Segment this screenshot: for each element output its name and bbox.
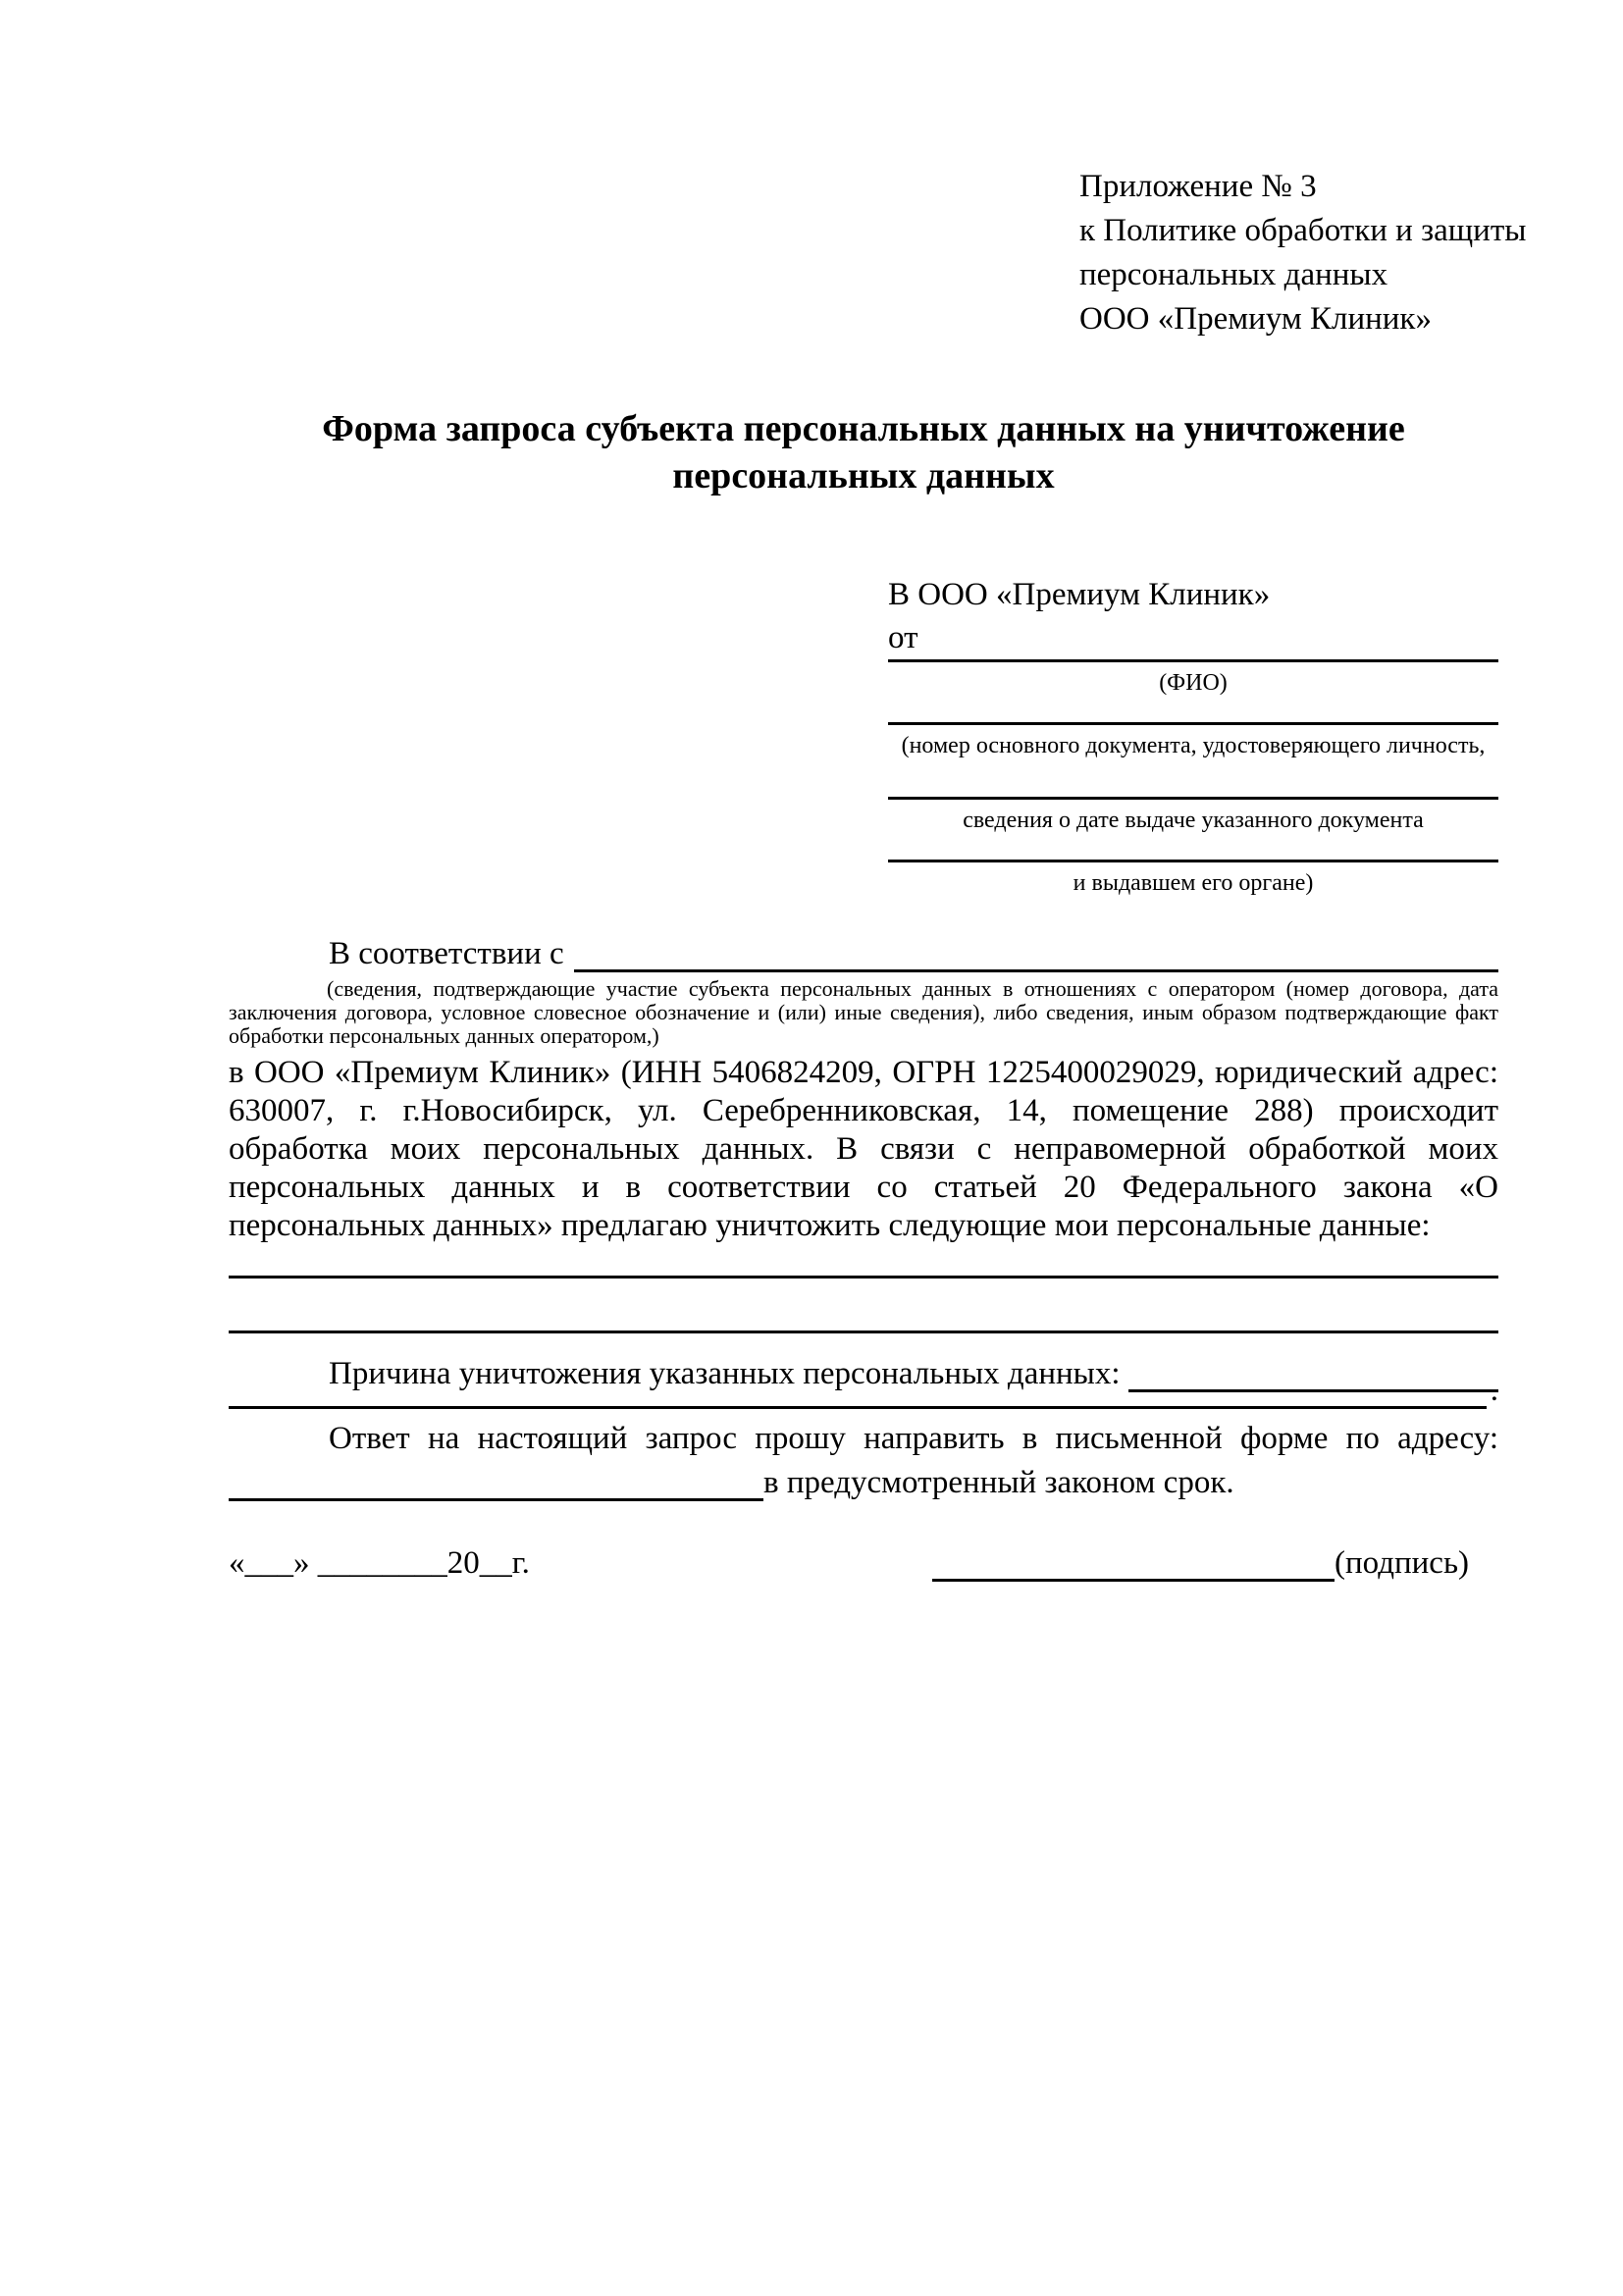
document-title: Форма запроса субъекта персональных данных на уничтожение персональных данных <box>322 408 1405 496</box>
main-paragraph: в ООО «Премиум Клиник» (ИНН 5406824209, ОГРН 1225400029029, юридический адрес: 630007, г. г.Новосибирск, ул. Серебренниковская, 14, помещение 288) происходит обработка моих персональных данных. В связи с неправомерной обработкой моих персональных данных и в соответствии со статьей 20 Федерального закона «О персональных данных» предлагаю уничтожить следующие мои персональные данные: <box>229 1055 1498 1243</box>
recipient-to: В ООО «Премиум Клиник» <box>888 577 1271 612</box>
fio-blank-line <box>888 659 1498 662</box>
reason-blank-line-2 <box>229 1380 1487 1409</box>
date-blank: «___» ________20__г. <box>229 1545 530 1581</box>
sentence-period: . <box>1490 1373 1498 1408</box>
document-body <box>229 934 1498 1680</box>
reason-label: Причина уничтожения указанных персональных данных: <box>329 1356 1121 1391</box>
answer-sentence: Ответ на настоящий запрос прошу направить в письменной форме по адресу: <box>329 1421 1498 1456</box>
fio-caption: (ФИО) <box>1159 670 1228 696</box>
appendix-header-line: к Политике обработки и защиты <box>1079 213 1527 248</box>
accordance-label: В соответствии с <box>329 936 564 971</box>
appendix-header <box>1079 165 1526 341</box>
recipient-from-label: от <box>888 620 918 655</box>
document-number-blank-line <box>888 722 1498 725</box>
term-text: в предусмотренный законом срок. <box>763 1465 1234 1500</box>
issuing-authority-blank-line <box>888 860 1498 862</box>
data-blank-line-1 <box>229 1276 1498 1278</box>
appendix-header-line: ООО «Премиум Клиник» <box>1079 301 1432 337</box>
issuing-authority-caption: и выдавшем его органе) <box>1073 870 1314 896</box>
issue-date-blank-line <box>888 797 1498 800</box>
accordance-note: (сведения, подтверждающие участие субъекта персональных данных в отношениях с оператором (номер договора, дата заключения договора, условное словесное обозначение и (или) иные сведения), либо сведения, иным образом подтверждающие факт обработки персональных данных оператором,) <box>229 976 1498 1048</box>
appendix-header-line: Приложение № 3 <box>1079 169 1317 204</box>
appendix-header-line: персональных данных <box>1079 257 1388 292</box>
address-row <box>229 1464 1498 1501</box>
document-number-caption: (номер основного документа, удостоверяющего личность, <box>901 733 1486 758</box>
data-blank-line-2 <box>229 1331 1498 1333</box>
accordance-blank-line <box>574 939 1498 972</box>
issue-date-caption: сведения о дате выдаче указанного документа <box>963 808 1424 833</box>
recipient-block <box>888 577 1498 911</box>
address-blank-line <box>229 1468 763 1501</box>
date-signature-row <box>229 1542 1498 1582</box>
signature-caption: (подпись) <box>1335 1545 1469 1581</box>
accordance-row <box>229 934 1498 972</box>
signature-blank-line <box>932 1548 1335 1582</box>
signature-group <box>932 1545 1469 1582</box>
